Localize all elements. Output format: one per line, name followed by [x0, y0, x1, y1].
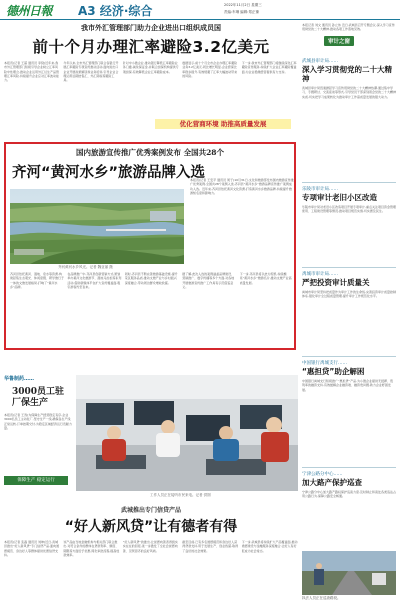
sidebar-story-body: 乐陵市审计局对老旧小区改造项目开展专项审计,重点关注项目资金管理使用、工程建设管理等情况,推动项目规范实施,切实惠及民生。	[302, 205, 396, 214]
feature-story-kicker: 国内旅游宣传推广优秀案例发布 全国共28个	[75, 148, 225, 157]
feature-story-body	[10, 272, 294, 346]
road-patrol-caption: 执法人员正在巡查路段。	[302, 596, 341, 600]
body-column: 据了解,此次入选的案例涵盖品牌建设、营销推广、数字传播等多个方面,对各地开展旅游宣传推广工作具有示范借鉴意义。	[182, 272, 235, 289]
sidebar-story-kicker: 宁津公路分中心……	[302, 472, 343, 477]
sidebar-story-5	[302, 471, 396, 520]
sidebar-top-text: 本报记者 刘文 通讯员 孙立伟 近日,武城县召开专题会议,深入学习宣传贯彻党的二十大精神,推动各项工作落地见效。	[302, 23, 395, 32]
feature-story-side-text: 本报讯(记者 王安平 通讯员 周子)10月31日,文化和旅游部发布国内旅游宣传推广优秀案例,全国共28个案例入选,齐河县“黄河水乡”旅游品牌宣传推广案例成功入选。近年来,齐河县依托黄河文化资源,打造黄河水乡旅游品牌,持续提升旅游知名度和影响力。	[190, 178, 294, 195]
aerial-landscape-image	[10, 189, 184, 264]
editor-credit: 责编:车琳 编辑:郑正豫	[224, 10, 259, 14]
call-center-photo[interactable]	[76, 375, 298, 491]
bottom-story-body	[4, 540, 298, 605]
jobs-story-tag: 保障生产 稳定运行	[4, 476, 68, 485]
page-section-title: A3 经济·综合	[78, 4, 153, 18]
sidebar-story-kicker: 禹城市审计局……	[302, 272, 338, 277]
sidebar-story-headline[interactable]: 深入学习贯彻党的二十大精神	[302, 65, 392, 83]
jobs-story-headline[interactable]: 3000员工驻厂保生产	[12, 387, 65, 408]
body-column: 下一步,齐河县将以此为契机,持续擦亮“黄河水乡”旅游名片,推动文旅产业高质量发展。	[239, 272, 292, 285]
body-column: 截至目前,已有多名道德模范和身边好人获得贷款支持,用于发展生产、创业致富,取得了良好的社会效果。	[182, 540, 239, 553]
call-center-image	[76, 375, 298, 491]
business-environment-banner: 优化营商环境 助推高质量发展	[155, 119, 291, 129]
body-column: 在品牌推广中,齐河县创新营销方式,策划举办黄河文化旅游节、湿地马拉松等系列活动,借助新媒体平台扩大宣传覆盖面,吸引游客纷至沓来。	[67, 272, 122, 289]
bottom-story-kicker: 武城推出专门信贷产品	[120, 507, 181, 514]
body-column: 本报讯(记者 王超 通讯员 李骁)近年来,我市外汇管理部门积极引导企业树立汇率风险中性理念,推动企业运用外汇衍生产品管理汇率风险,持续提升企业应对汇率波动能力。	[4, 61, 59, 83]
audit-window-badge: 审计之窗	[324, 36, 354, 46]
body-column: “好人新风贷”的推出,让崇德向善者得到实实在在的回报,进一步激发了全社会崇德向善、见贤思齐的良好风尚。	[122, 540, 178, 553]
masthead	[0, 0, 400, 20]
sidebar-divider	[302, 356, 396, 357]
road-patrol-image	[302, 551, 396, 595]
body-column: 该产品由当地金融机构与相关部门联合推出,对符合条件的群体在贷款利率、额度、期限等方面给予优惠,简化审批流程,提高放款效率。	[63, 540, 120, 557]
lead-story-headline[interactable]: 前十个月办理汇率避险3.2亿美元	[32, 38, 270, 56]
body-column: 齐河县依托黄河、湿地、泉水等资源,构建起集生态观光、休闲度假、研学旅行于一体的文旅发展格局,打响了“黄河水乡”品牌。	[10, 272, 65, 289]
yellow-river-photo[interactable]	[10, 189, 184, 264]
bottom-story	[4, 505, 298, 605]
sidebar-story-2	[302, 186, 396, 263]
sidebar-story-body: 禹城市审计局坚持把质量作为审计工作的生命线,完善投资审计质量控制体系,强化审计全过程质量管理,提升审计工作规范化水平。	[302, 290, 396, 299]
lead-story-body	[4, 61, 298, 111]
sidebar-story-headline[interactable]: 加大路产保护巡查	[302, 478, 362, 487]
body-column: 数据显示,前十个月全市企业办理汇率避险业务3.2亿美元,同比增长明显,企业套保比率稳步提升,有效规避了汇率大幅波动带来的风险。	[182, 61, 238, 78]
sidebar-divider	[302, 267, 396, 268]
body-column: 今年以来,全市外汇管理部门联合各银行开展汇率避险专项宣传推动活动,面向进出口企业开展政策解读和业务培训,引导企业合理运用远期结售汇、外汇期权等避险工具。	[63, 61, 119, 83]
newspaper-logo: 德州日報	[6, 4, 53, 18]
lead-story	[4, 23, 298, 111]
jobs-story-body: 本报讯(记者 王涛)为保障生产经营稳定有序,企业3000名员工主动驻厂,坚守生产一线,确保各生产线正常运转,订单按期交付,为稳定区域经济运行贡献力量。	[4, 413, 72, 430]
sidebar-story-headline[interactable]: 专项审计老旧小区改造	[302, 193, 377, 202]
sidebar-story-kicker: 中国银行禹城支行……	[302, 361, 347, 366]
sidebar-story-kicker: 乐陵市审计局……	[302, 187, 338, 192]
feature-photo-caption: 齐河黄河水乡风光。记者 魏亚丽 摄	[58, 265, 113, 269]
jobs-story	[4, 375, 72, 488]
sidebar-story-headline[interactable]: 严把投资审计质量关	[302, 278, 370, 287]
sidebar-story-body: 中国银行禹城支行积极推广“惠担贷”产品,为小微企业提供无抵押、低利率的融资支持,有效缓解企业融资难、融资贵问题,助力企业纾困发展。	[302, 379, 394, 392]
body-column: 本报讯(记者 张磊 通讯员 刘坤)近日,武城县推出“好人新风贷”专门信贷产品,面向道德模范、身边好人等群体提供优惠信贷支持。	[4, 540, 60, 557]
issue-date: 2022年11月2日 星期三	[224, 3, 262, 7]
audit-sidebar	[302, 23, 396, 600]
sidebar-story-body: 武城县审计局迅速掀起学习宣传贯彻党的二十大精神热潮,通过集中学习、专题研讨、交流座谈等形式,引导党员干部深刻领会党的二十大精神实质,切实把学习成果转化为推动审计工作高质量发展的强大动力。	[302, 86, 396, 99]
sidebar-divider	[302, 182, 396, 183]
body-column: 同时,齐河县不断完善旅游基础设施,提升景区服务品质,推动文旅产业与乡村振兴深度融合,带动周边群众增收致富。	[124, 272, 178, 285]
sidebar-divider	[302, 467, 396, 468]
call-photo-caption: 工作人员正在接听市民来电。记者 供图	[150, 493, 211, 497]
road-patrol-photo[interactable]	[302, 551, 396, 595]
sidebar-story-body: 宁津公路分中心加大路产路权保护巡查力度,及时制止和查处各类违法占用公路行为,保障公路安全畅通。	[302, 490, 396, 499]
body-column: 下一步,我市外汇管理部门将继续深化汇率避险宣传服务,持续扩大企业汇率避险覆盖面,为企业稳健经营提供有力支持。	[241, 61, 297, 74]
sidebar-story-kicker: 武城县审计局……	[302, 59, 338, 64]
sidebar-story-4	[302, 360, 396, 463]
feature-story-headline[interactable]: 齐河“黄河水乡”旅游品牌入选	[12, 165, 206, 181]
sidebar-story-headline[interactable]: “惠担贷”助企解困	[302, 367, 365, 376]
bottom-story-headline[interactable]: “好人新风贷”让有德者有得	[64, 519, 238, 535]
body-column: 下一步,武城县将持续扩大产品覆盖面,推动道德建设与金融服务深度融合,让好人有好报成为社会常态。	[241, 540, 298, 553]
body-column: 针对中小微企业,推动银行降低汇率避险业务门槛,减免保证金,并联合担保机构提供专项担保,有效降低企业汇率避险成本。	[122, 61, 179, 74]
feature-story-box	[4, 142, 296, 350]
jobs-story-kicker: 华鲁制药……	[4, 376, 35, 382]
lead-story-kicker: 我市外汇管理部门助力企业进出口组织成员国	[81, 23, 221, 32]
sidebar-story-3	[302, 271, 396, 352]
sidebar-story-1	[302, 58, 396, 178]
